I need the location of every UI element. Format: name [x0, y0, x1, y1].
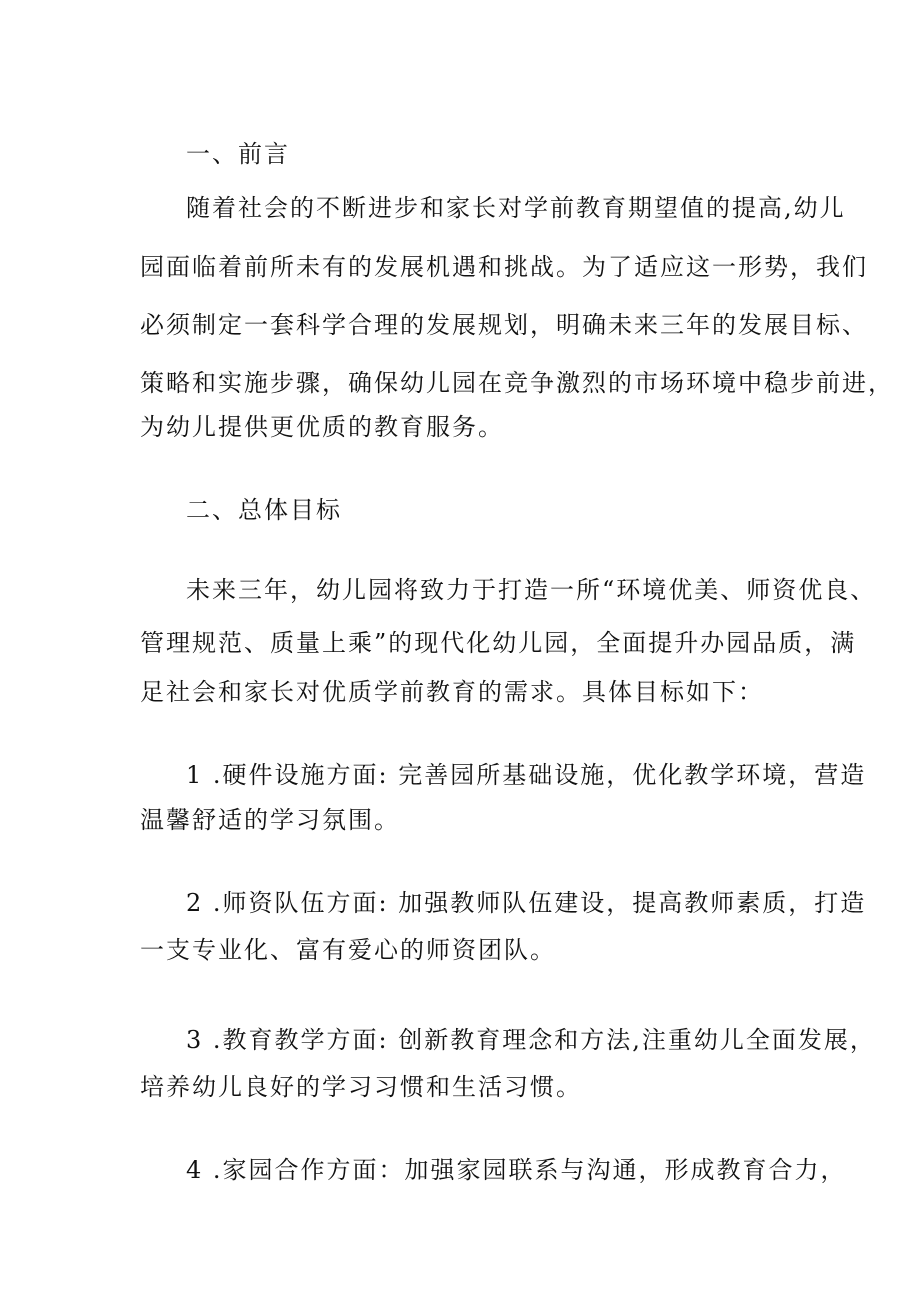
paragraph-line: 未来三年，幼儿园将致力于打造一所“环境优美、师资优良、	[186, 576, 877, 604]
paragraph-line: 必须制定一套科学合理的发展规划，明确未来三年的发展目标、	[140, 311, 868, 339]
paragraph-line: 为幼儿提供更优质的教育服务。	[140, 413, 504, 441]
paragraph-line: 一支专业化、富有爱心的师资团队。	[140, 936, 556, 964]
goal-item-1: 1 .硬件设施方面: 完善园所基础设施，优化教学环境，营造	[186, 761, 867, 789]
paragraph-line: 管理规范、质量上乘”的现代化幼儿园，全面提升办园品质，满	[140, 629, 857, 657]
goal-item-3: 3 .教育教学方面: 创新教育理念和方法,注重幼儿全面发展，	[186, 1026, 876, 1054]
paragraph-line: 园面临着前所未有的发展机遇和挑战。为了适应这一形势，我们	[140, 253, 868, 281]
section-heading-overall-goals: 二、总体目标	[186, 496, 342, 524]
goal-item-2: 2 .师资队伍方面: 加强教师队伍建设，提高教师素质，打造	[186, 889, 867, 917]
paragraph-line: 策略和实施步骤，确保幼儿园在竞争激烈的市场环境中稳步前进，	[140, 369, 894, 397]
section-heading-preface: 一、前言	[186, 140, 290, 168]
paragraph-line: 培养幼儿良好的学习习惯和生活习惯。	[140, 1073, 582, 1101]
paragraph-line: 温馨舒适的学习氛围。	[140, 806, 400, 834]
goal-item-4: 4 .家园合作方面：加强家园联系与沟通，形成教育合力，	[186, 1156, 847, 1184]
paragraph-line: 足社会和家长对优质学前教育的需求。具体目标如下：	[140, 678, 764, 706]
paragraph-line: 随着社会的不断进步和家长对学前教育期望值的提高,幼儿	[186, 194, 846, 222]
